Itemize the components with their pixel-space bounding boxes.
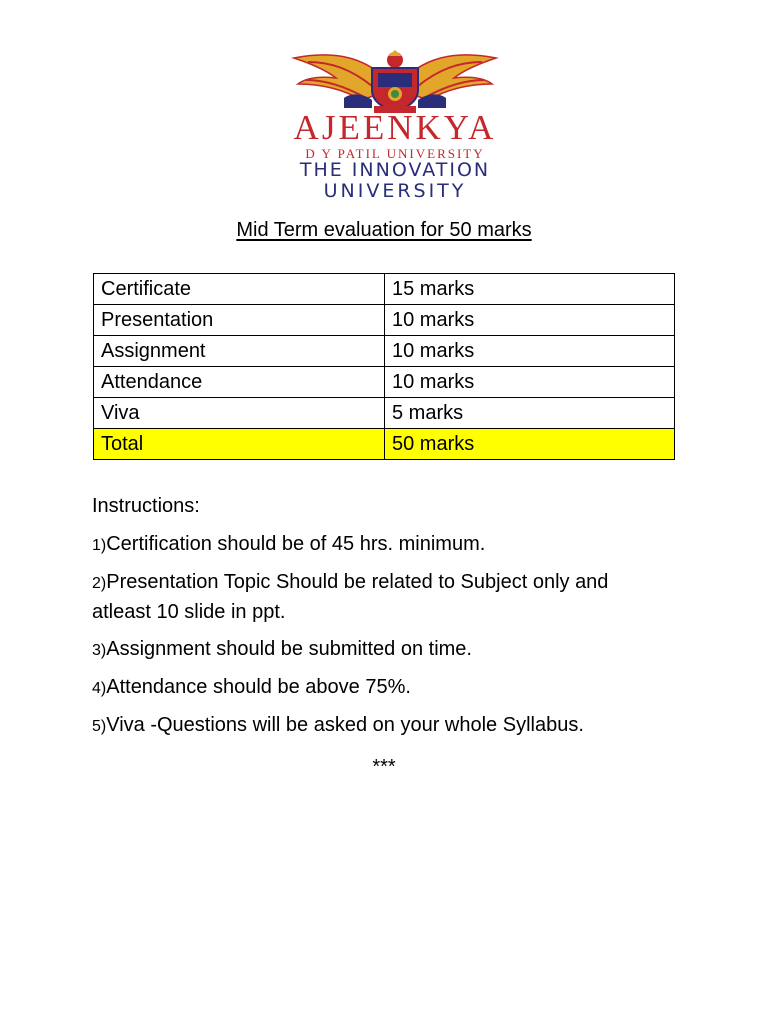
component-cell: Viva: [94, 398, 385, 429]
instruction-text: Presentation Topic Should be related to Subject only and atleast 10 slide in ppt.: [92, 571, 609, 623]
university-logo: [248, 48, 542, 202]
marks-cell: 15 marks: [385, 274, 675, 305]
instruction-text: Assignment should be submitted on time.: [106, 638, 472, 660]
instructions-section: [92, 492, 672, 749]
instruction-number: 2): [92, 575, 107, 592]
logo-tagline-line2: UNIVERSITY: [323, 180, 467, 202]
table-row: [94, 305, 675, 336]
instruction-item: [92, 568, 672, 627]
logo-university-name: AJEENKYA: [293, 108, 497, 147]
instruction-number: 5): [92, 718, 107, 735]
document-title: [0, 217, 768, 243]
marks-cell: 10 marks: [385, 305, 675, 336]
instruction-item: [92, 711, 672, 741]
component-cell: Assignment: [94, 336, 385, 367]
instruction-number: 4): [92, 680, 107, 697]
component-cell: Presentation: [94, 305, 385, 336]
instruction-item: [92, 673, 672, 703]
component-cell: Certificate: [94, 274, 385, 305]
marks-cell: 10 marks: [385, 336, 675, 367]
total-marks-cell: 50 marks: [385, 429, 675, 460]
total-label-cell: Total: [94, 429, 385, 460]
logo-university-subname: D Y PATIL UNIVERSITY: [305, 146, 485, 161]
document-title-text: Mid Term evaluation for 50 marks: [236, 219, 532, 241]
marks-cell: 5 marks: [385, 398, 675, 429]
instruction-text: Viva -Questions will be asked on your whole Syllabus.: [106, 714, 584, 736]
table-row: [94, 336, 675, 367]
marks-cell: 10 marks: [385, 367, 675, 398]
instruction-item: [92, 530, 672, 560]
table-row: [94, 398, 675, 429]
logo-tagline-line1: THE INNOVATION: [299, 159, 491, 181]
marks-table: [93, 273, 675, 460]
total-row: [94, 429, 675, 460]
instruction-text: Certification should be of 45 hrs. minimum.: [106, 533, 486, 555]
instruction-item: [92, 635, 672, 665]
instructions-heading: Instructions:: [92, 495, 200, 517]
end-of-document-marker: ***: [372, 756, 396, 778]
eagle-crest-icon: [288, 48, 502, 114]
component-cell: Attendance: [94, 367, 385, 398]
instruction-text: Attendance should be above 75%.: [106, 676, 411, 698]
instruction-number: 1): [92, 537, 107, 554]
table-row: [94, 274, 675, 305]
instruction-number: 3): [92, 642, 107, 659]
table-row: [94, 367, 675, 398]
